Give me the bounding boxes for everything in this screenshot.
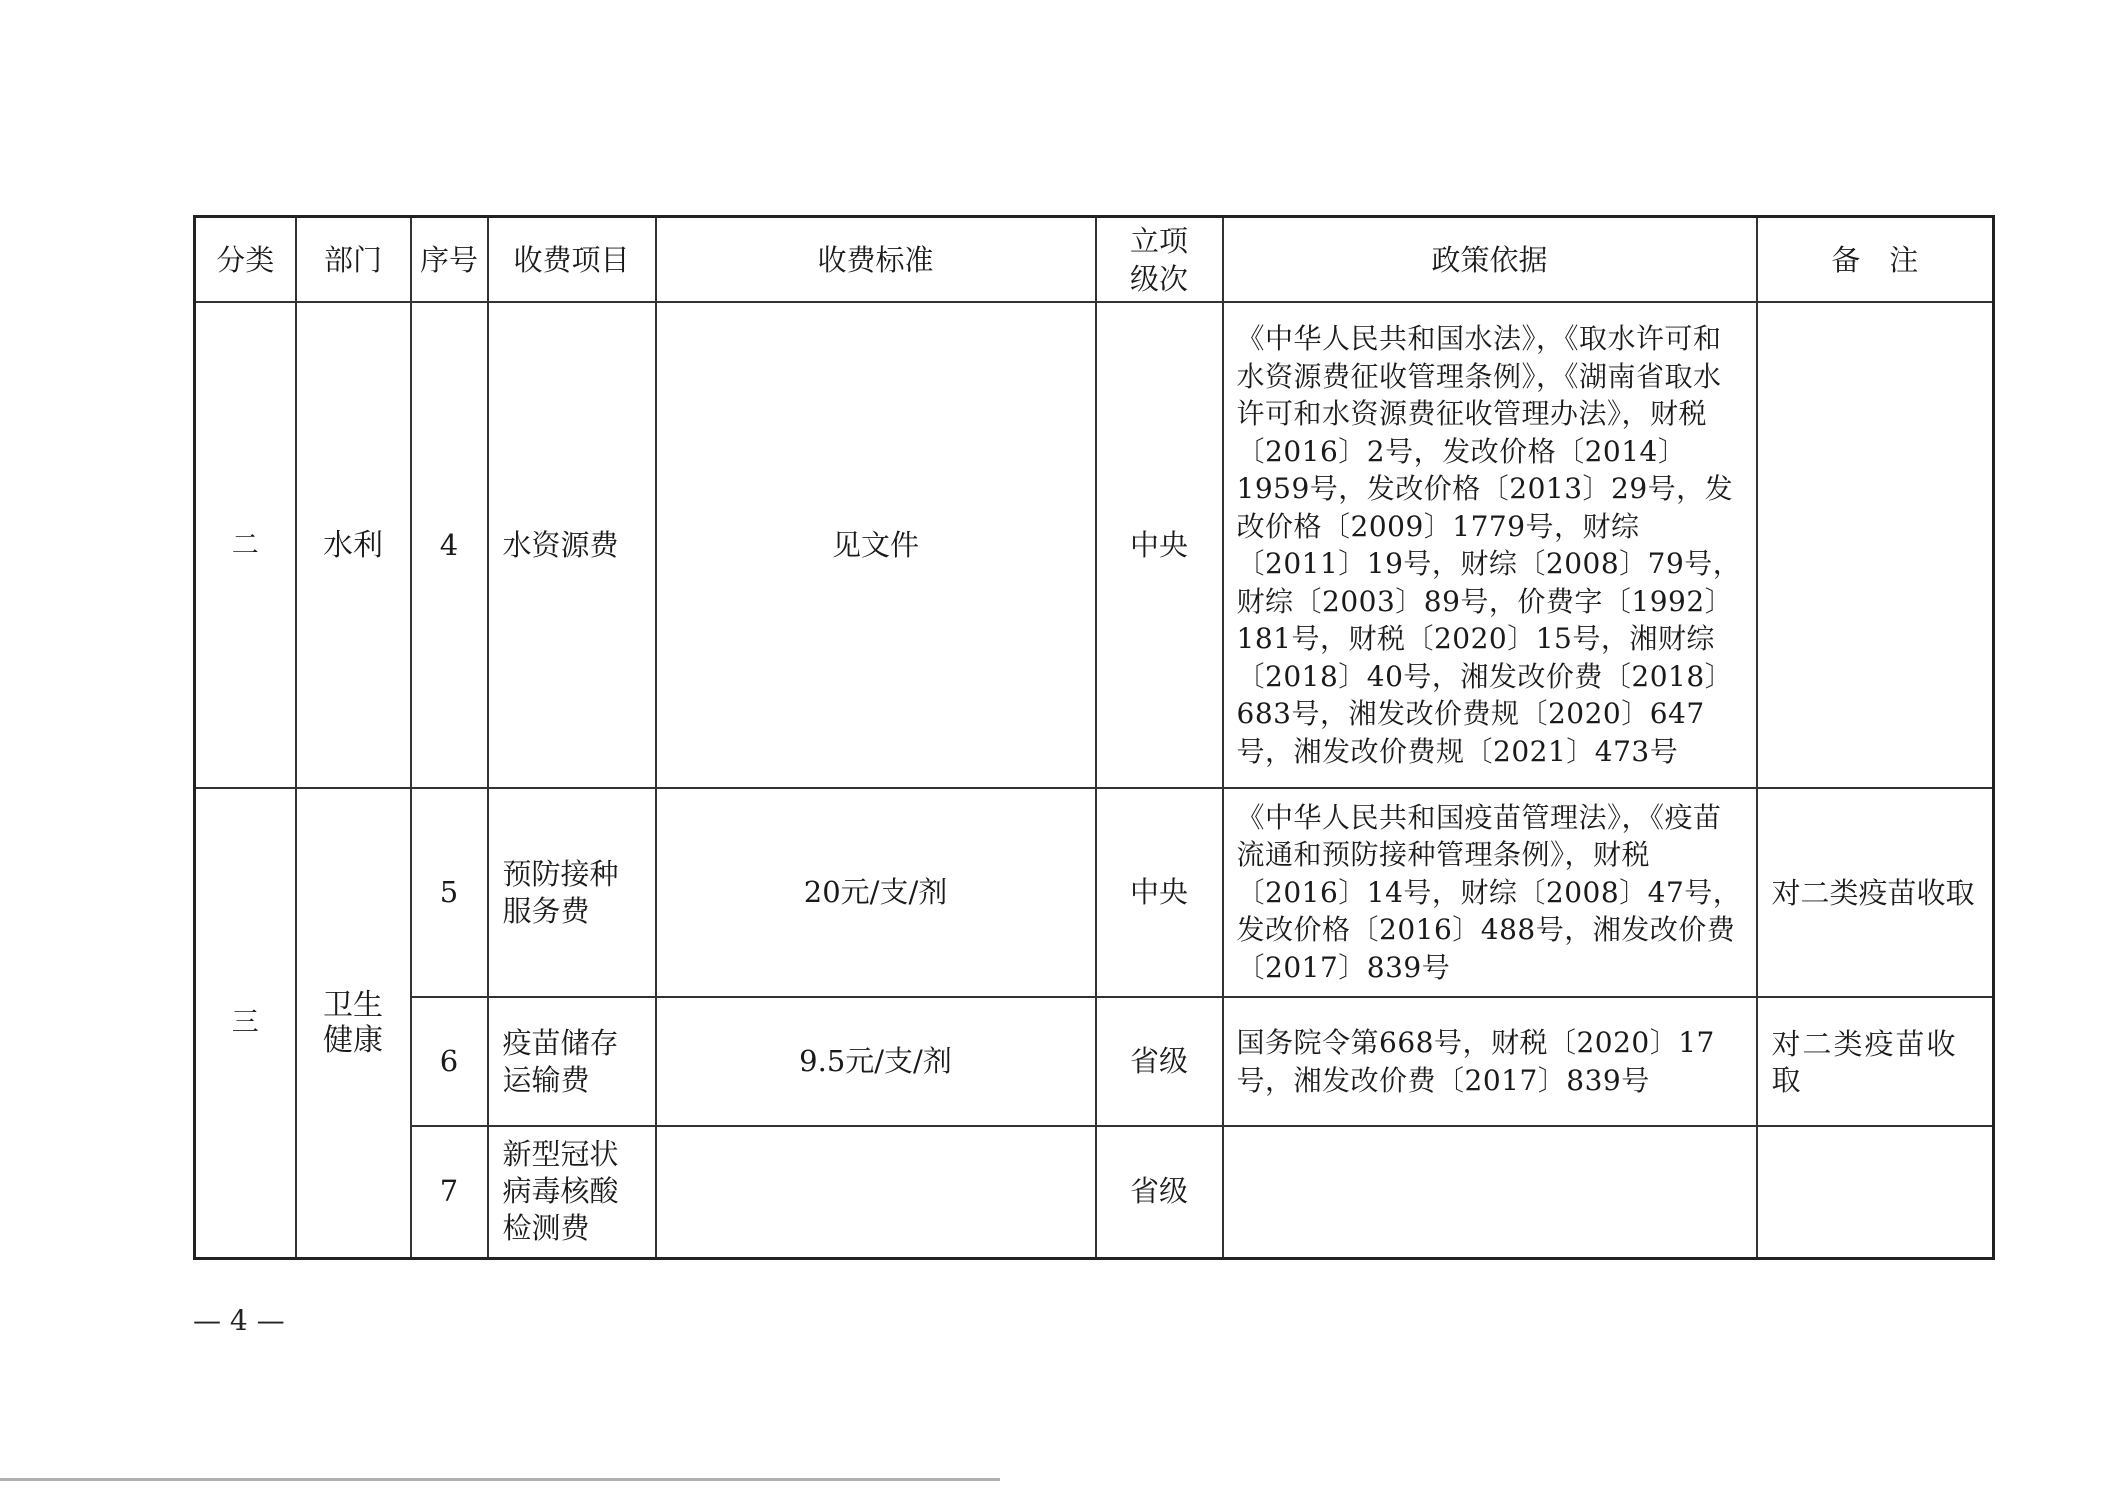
header-department: 部门	[296, 217, 411, 303]
header-category: 分类	[195, 217, 296, 303]
level-cell: 中央	[1096, 788, 1223, 997]
standard-cell: 见文件	[656, 302, 1096, 788]
header-row	[195, 217, 1994, 303]
item-cell: 新型冠状 病毒核酸 检测费	[488, 1126, 656, 1258]
serial-cell: 5	[411, 788, 488, 997]
page-number: — 4 —	[193, 1304, 285, 1337]
header-level: 立项 级次	[1096, 217, 1223, 303]
header-standard: 收费标准	[656, 217, 1096, 303]
category-cell: 三	[195, 788, 296, 1258]
table-row-covid-test	[195, 1126, 1994, 1258]
standard-cell: 20元/支/剂	[656, 788, 1096, 997]
policy-cell: 《中华人民共和国水法》，《取水许可和水资源费征收管理条例》，《湖南省取水许可和水资源费征收管理办法》，财税〔2016〕2号，发改价格〔2014〕1959号，发改价格〔2013〕29号，发改价格〔2009〕1779号，财综〔2011〕19号，财综〔2008〕79号，财综〔2003〕89号，价费字〔1992〕181号，财税〔2020〕15号，湘财综〔2018〕40号，湘发改价费〔2018〕683号，湘发改价费规〔2020〕647号，湘发改价费规〔2021〕473号	[1223, 302, 1757, 788]
remark-cell: 对二类疫苗收取	[1757, 997, 1994, 1126]
department-cell: 水利	[296, 302, 411, 788]
level-cell: 中央	[1096, 302, 1223, 788]
header-remark: 备 注	[1757, 217, 1994, 303]
serial-cell: 6	[411, 997, 488, 1126]
policy-cell	[1223, 1126, 1757, 1258]
fee-table	[193, 215, 1995, 1260]
item-cell: 疫苗储存 运输费	[488, 997, 656, 1126]
serial-cell: 4	[411, 302, 488, 788]
standard-cell: 9.5元/支/剂	[656, 997, 1096, 1126]
standard-cell	[656, 1126, 1096, 1258]
serial-cell: 7	[411, 1126, 488, 1258]
header-serial: 序号	[411, 217, 488, 303]
item-cell: 预防接种 服务费	[488, 788, 656, 997]
category-cell: 二	[195, 302, 296, 788]
policy-cell: 《中华人民共和国疫苗管理法》，《疫苗流通和预防接种管理条例》，财税〔2016〕14号，财综〔2008〕47号，发改价格〔2016〕488号，湘发改价费〔2017〕839号	[1223, 788, 1757, 997]
department-cell: 卫生 健康	[296, 788, 411, 1258]
policy-cell: 国务院令第668号，财税〔2020〕17号，湘发改价费〔2017〕839号	[1223, 997, 1757, 1126]
table-row-water	[195, 302, 1994, 788]
remark-cell	[1757, 1126, 1994, 1258]
remark-cell: 对二类疫苗收取	[1757, 788, 1994, 997]
table-row-vaccination	[195, 788, 1994, 997]
header-policy: 政策依据	[1223, 217, 1757, 303]
scan-edge-line	[0, 1478, 1000, 1481]
table-row-vaccine-storage	[195, 997, 1994, 1126]
level-cell: 省级	[1096, 1126, 1223, 1258]
header-item: 收费项目	[488, 217, 656, 303]
level-cell: 省级	[1096, 997, 1223, 1126]
remark-cell	[1757, 302, 1994, 788]
item-cell: 水资源费	[488, 302, 656, 788]
